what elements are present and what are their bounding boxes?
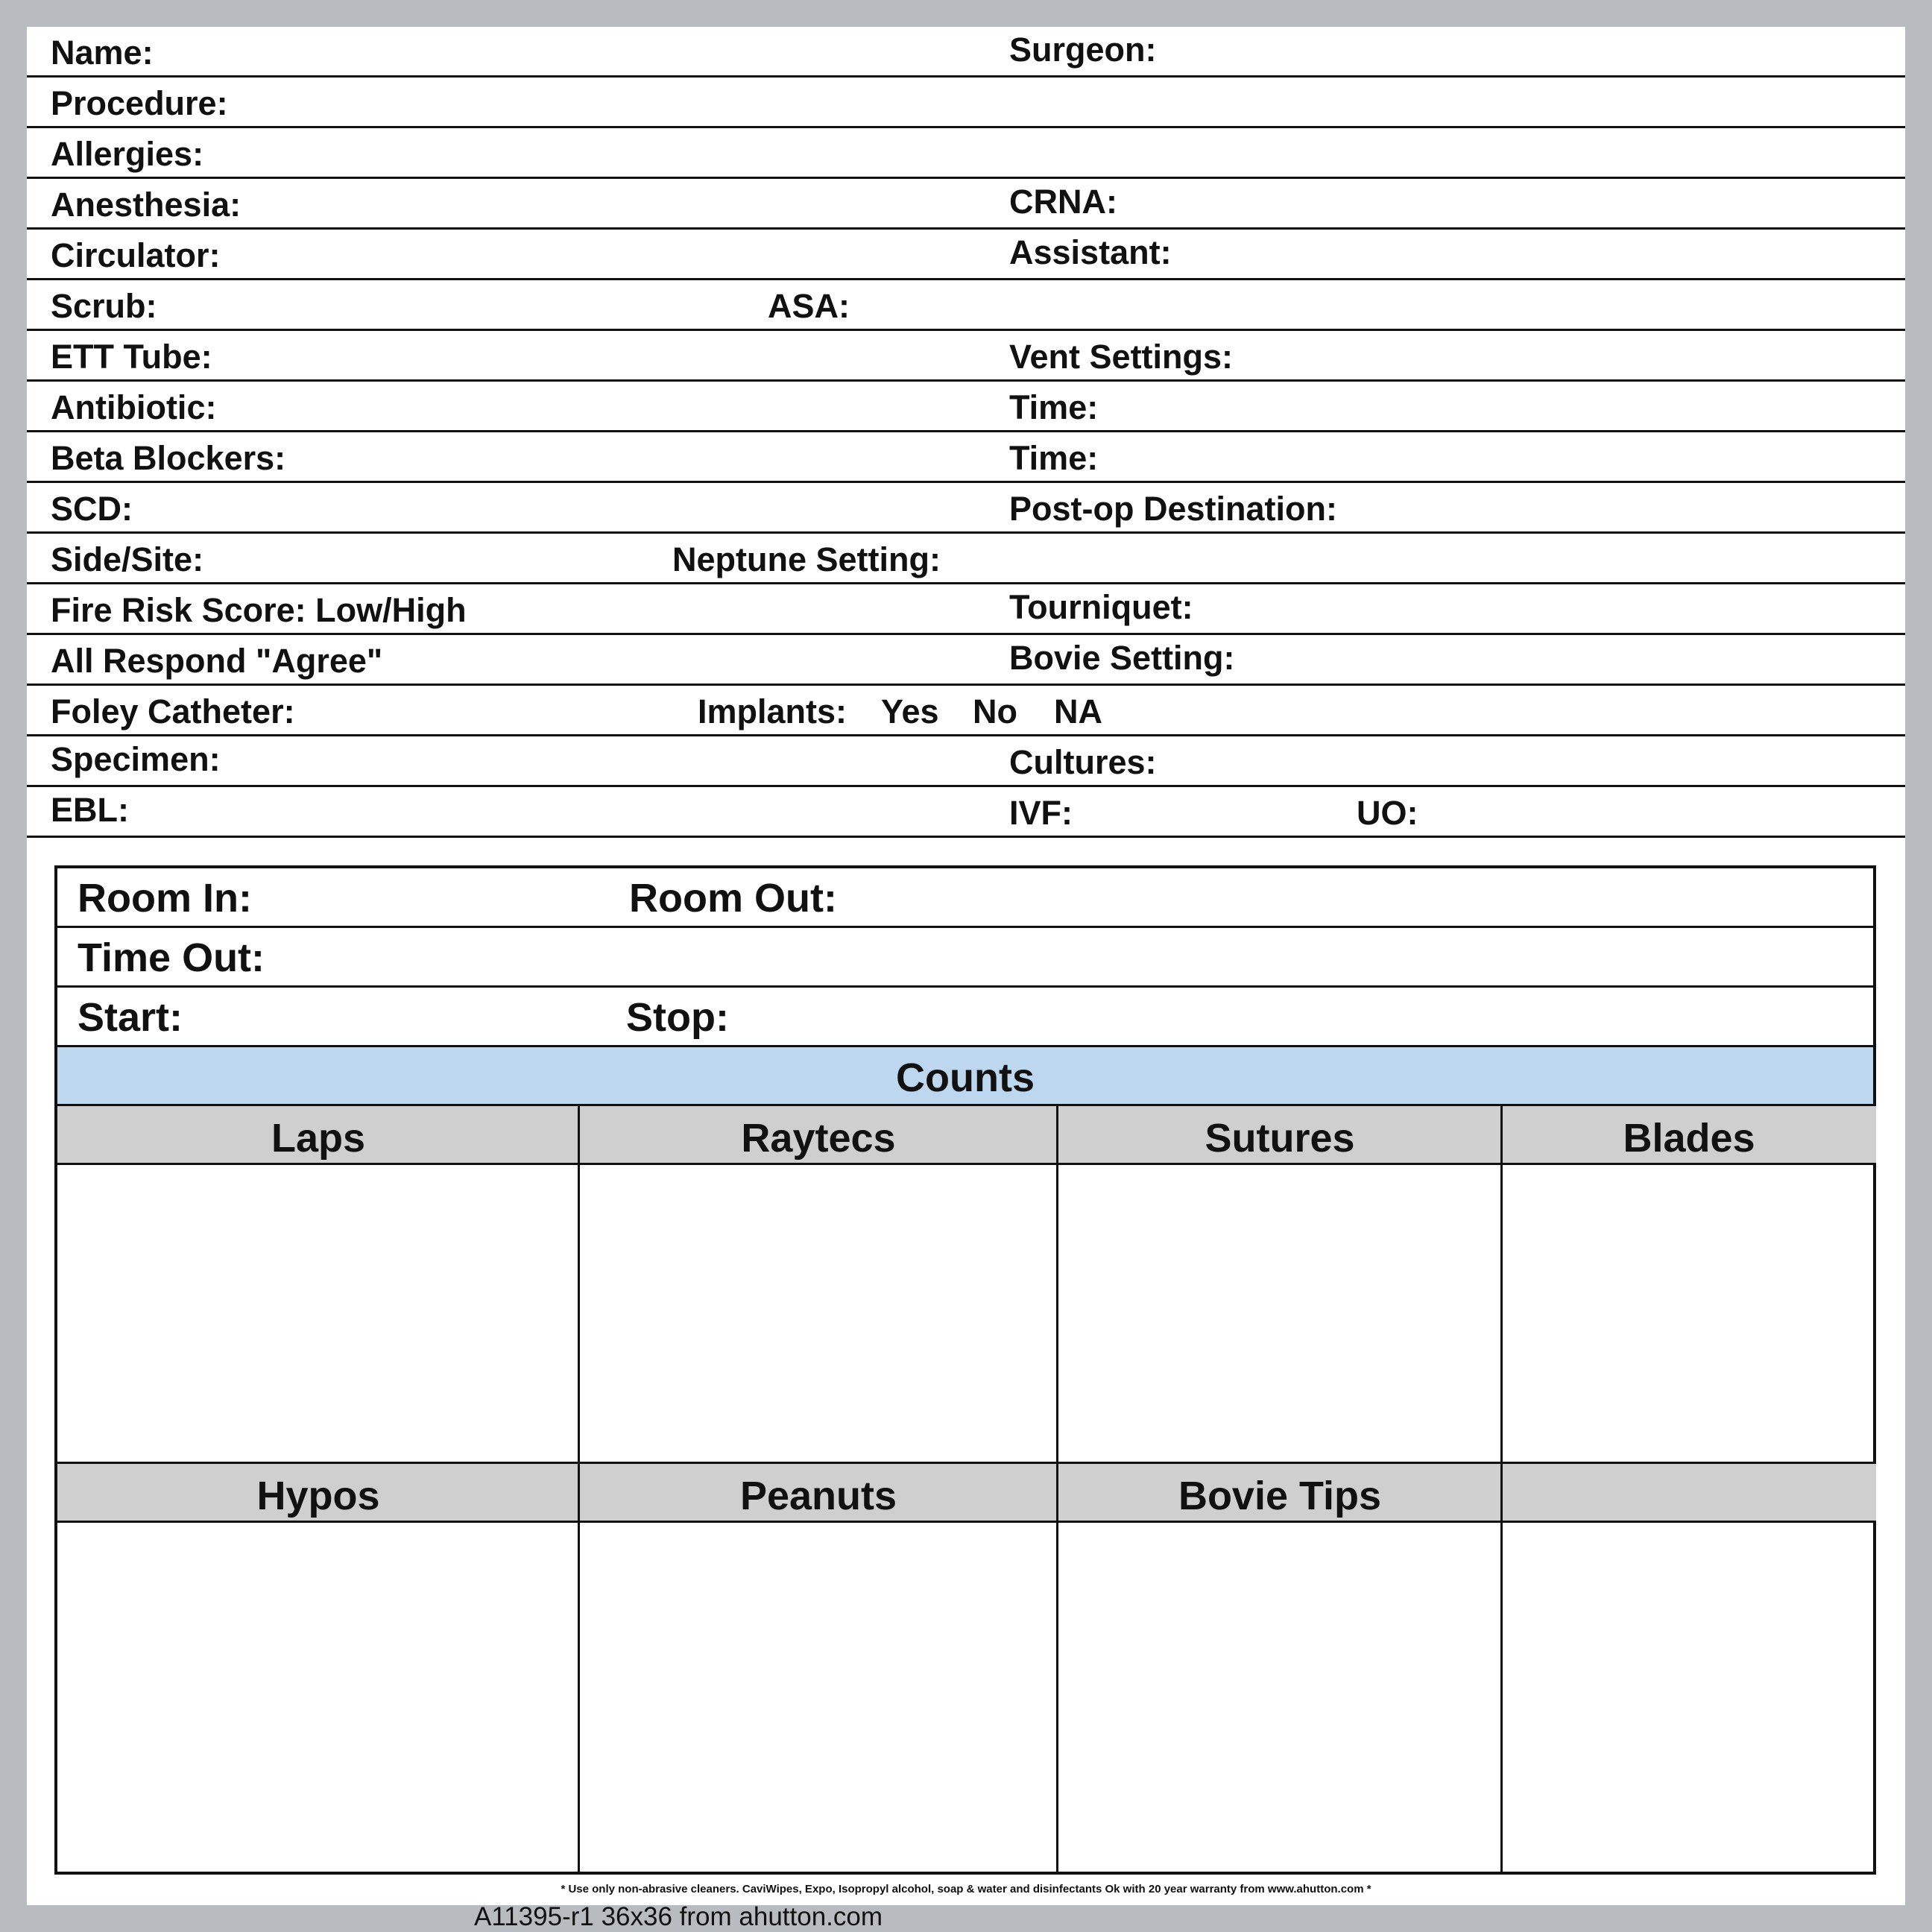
stop-label: Stop: <box>626 995 729 1040</box>
uo-label: UO: <box>1357 794 1418 832</box>
start-stop-row <box>57 988 1873 1047</box>
cultures-label: Cultures: <box>1009 743 1157 781</box>
beta-blockers-time-label: Time: <box>1009 439 1099 477</box>
info-row-all-respond <box>27 635 1905 686</box>
vent-settings-label: Vent Settings: <box>1009 338 1234 376</box>
whiteboard <box>27 27 1905 1905</box>
info-row-name <box>27 27 1905 78</box>
info-row-scrub <box>27 280 1905 331</box>
sutures-header: Sutures <box>1058 1106 1502 1165</box>
foley-catheter-label: Foley Catheter: <box>51 692 295 730</box>
allergies-label: Allergies: <box>51 135 204 173</box>
info-row-ett <box>27 331 1905 382</box>
neptune-setting-label: Neptune Setting: <box>672 540 941 578</box>
info-row-beta-blockers <box>27 432 1905 483</box>
info-row-antibiotic <box>27 382 1905 432</box>
info-row-scd <box>27 483 1905 534</box>
fire-risk-label: Fire Risk Score: Low/High <box>51 591 467 629</box>
implants-yes-option: Yes <box>881 692 939 730</box>
implants-na-option: NA <box>1054 692 1102 730</box>
info-row-side-site <box>27 534 1905 584</box>
procedure-label: Procedure: <box>51 84 228 122</box>
peanuts-header: Peanuts <box>579 1464 1058 1523</box>
column-divider <box>1500 1106 1503 1875</box>
time-out-label: Time Out: <box>78 935 265 980</box>
care-instructions: * Use only non-abrasive cleaners. CaviWipes, Expo, Isopropyl alcohol, soap & water and disinfectants Ok with 20 year warranty from www.ahutton.com * <box>561 1883 1371 1895</box>
beta-blockers-label: Beta Blockers: <box>51 439 286 477</box>
room-out-label: Room Out: <box>629 876 837 921</box>
bovie-tips-header: Bovie Tips <box>1058 1464 1502 1523</box>
ebl-label: EBL: <box>51 791 129 829</box>
time-out-row <box>57 928 1873 988</box>
times-counts-panel <box>54 865 1876 1875</box>
info-row-procedure <box>27 78 1905 128</box>
crna-label: CRNA: <box>1009 183 1117 221</box>
counts-header: Counts <box>57 1047 1873 1106</box>
blades-header: Blades <box>1502 1106 1876 1165</box>
asa-label: ASA: <box>768 287 850 325</box>
implants-label: Implants: <box>698 692 847 730</box>
antibiotic-time-label: Time: <box>1009 388 1099 426</box>
tourniquet-label: Tourniquet: <box>1009 588 1193 626</box>
column-divider <box>578 1106 580 1875</box>
blank-header <box>1502 1464 1876 1523</box>
specimen-label: Specimen: <box>51 740 221 778</box>
anesthesia-label: Anesthesia: <box>51 186 242 224</box>
assistant-label: Assistant: <box>1009 233 1172 271</box>
info-row-circulator <box>27 230 1905 280</box>
info-row-foley <box>27 686 1905 736</box>
info-row-anesthesia <box>27 179 1905 230</box>
side-site-label: Side/Site: <box>51 540 204 578</box>
scrub-label: Scrub: <box>51 287 157 325</box>
product-id: A11395-r1 36x36 from ahutton.com <box>474 1902 883 1931</box>
start-label: Start: <box>78 995 183 1040</box>
column-divider <box>1056 1106 1058 1875</box>
circulator-label: Circulator: <box>51 236 221 274</box>
all-respond-label: All Respond "Agree" <box>51 642 383 680</box>
room-times-row <box>57 868 1873 928</box>
info-row-allergies <box>27 128 1905 179</box>
scd-label: SCD: <box>51 490 133 528</box>
info-row-ebl <box>27 787 1905 838</box>
info-row-fire-risk <box>27 584 1905 635</box>
antibiotic-label: Antibiotic: <box>51 388 217 426</box>
bovie-setting-label: Bovie Setting: <box>1009 639 1235 677</box>
hypos-header: Hypos <box>57 1464 579 1523</box>
laps-header: Laps <box>57 1106 579 1165</box>
ett-tube-label: ETT Tube: <box>51 338 212 376</box>
ivf-label: IVF: <box>1009 794 1073 832</box>
info-row-specimen <box>27 736 1905 787</box>
post-op-destination-label: Post-op Destination: <box>1009 490 1337 528</box>
surgeon-label: Surgeon: <box>1009 31 1157 69</box>
raytecs-header: Raytecs <box>579 1106 1058 1165</box>
name-label: Name: <box>51 34 154 72</box>
implants-no-option: No <box>973 692 1017 730</box>
room-in-label: Room In: <box>78 876 252 921</box>
